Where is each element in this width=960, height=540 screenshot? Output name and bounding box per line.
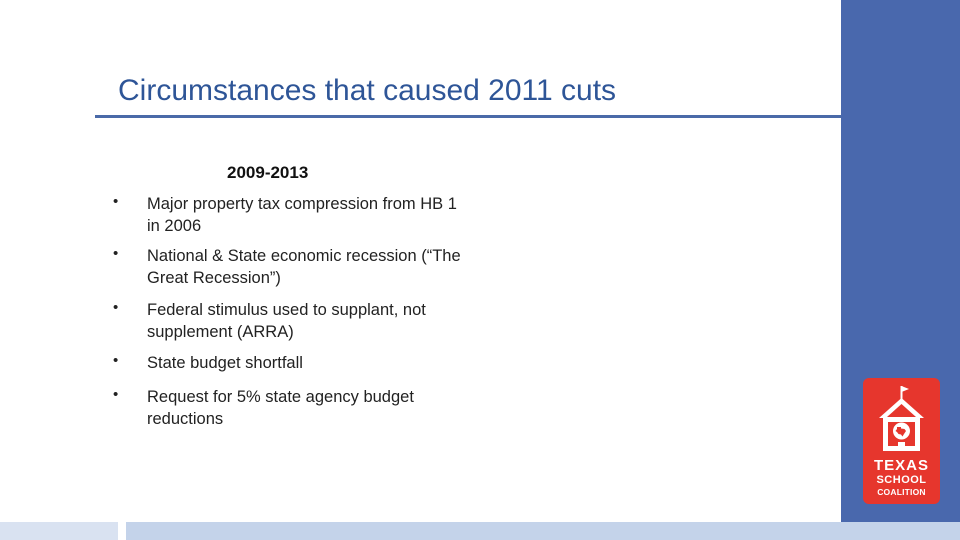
logo-text-coalition: COALITION — [877, 487, 926, 497]
bullet-text: Major property tax compression from HB 1 in 2006 — [147, 195, 457, 235]
bullet-marker: • — [113, 299, 119, 316]
bullet-marker: • — [113, 193, 119, 210]
bullet-marker: • — [113, 245, 119, 262]
subheading: 2009-2013 — [227, 163, 309, 182]
logo-text-school: SCHOOL — [876, 474, 927, 486]
bullet-text: State budget shortfall — [147, 354, 303, 372]
slide-title: Circumstances that caused 2011 cuts — [118, 74, 617, 107]
bullet-marker: • — [113, 352, 119, 369]
bottom-band-right — [126, 522, 960, 540]
schoolhouse-texas-icon — [875, 384, 928, 456]
bottom-band-left — [0, 522, 118, 540]
texas-school-coalition-logo — [863, 378, 940, 504]
bullet-text: Request for 5% state agency budget reductions — [147, 388, 414, 428]
bullet-text: Federal stimulus used to supplant, not supplement (ARRA) — [147, 301, 426, 341]
bullet-text: National & State economic recession (“The Great Recession”) — [147, 247, 461, 287]
logo-text-texas: TEXAS — [873, 457, 929, 474]
bullet-marker: • — [113, 386, 119, 403]
